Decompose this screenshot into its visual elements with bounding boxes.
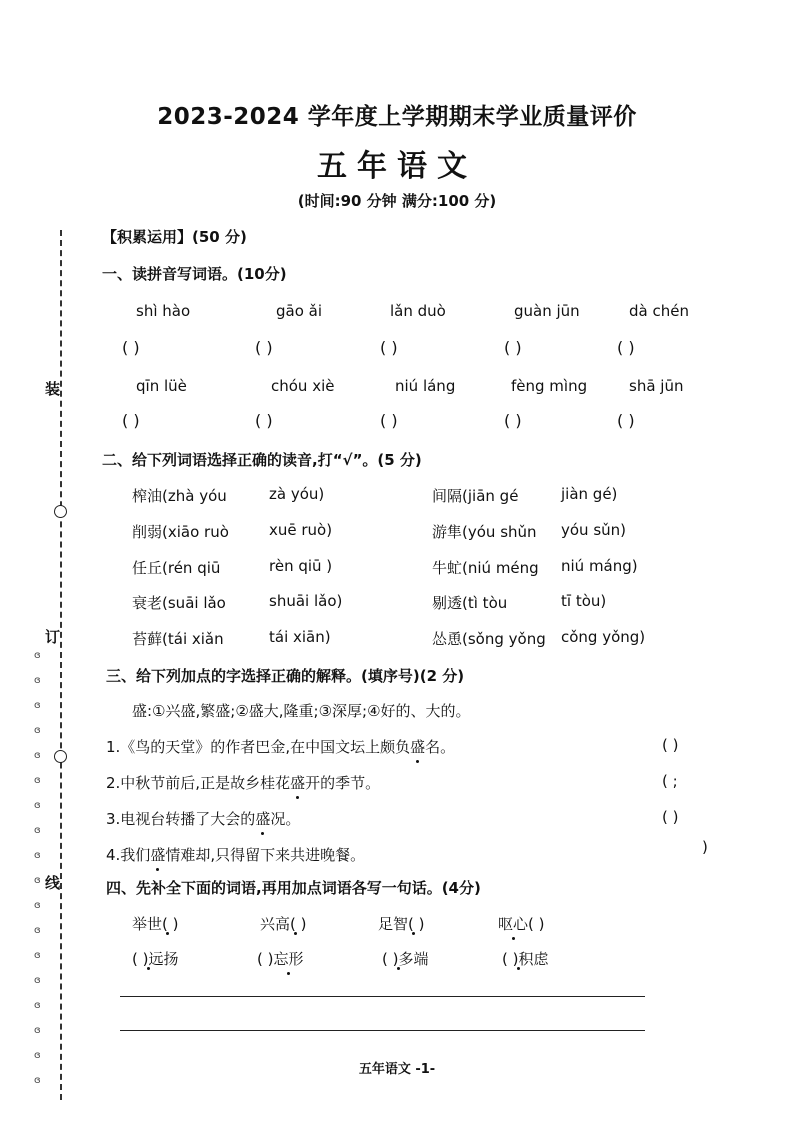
q2-option-a[interactable]: (rén qiū: [162, 559, 221, 577]
dotted-character: 盛: [255, 810, 271, 828]
q2-item: [132, 485, 227, 506]
q2-option-a[interactable]: (yóu shǔn: [462, 523, 537, 541]
q2-option-a[interactable]: (suāi lǎo: [162, 594, 226, 612]
q2-option-b[interactable]: tái xiān): [269, 628, 331, 646]
q4-idiom-text: 远扬: [148, 950, 179, 968]
q1-answer-blank[interactable]: ( ): [617, 338, 635, 357]
q4-idiom-text: ( ): [382, 950, 399, 968]
dotted-character: 呕心: [498, 915, 529, 933]
q3-answer-paren[interactable]: ( ;: [662, 772, 678, 790]
margin-mark: ɞ: [34, 1050, 41, 1061]
binding-char-xian: 线: [45, 870, 60, 895]
q1-pinyin: shì hào: [136, 302, 191, 320]
q4-idiom-text: 积虑: [518, 950, 549, 968]
q2-word: 削弱: [132, 523, 163, 541]
margin-mark: ɞ: [34, 925, 41, 936]
dotted-character: 盛: [150, 846, 166, 864]
dotted-character: 盛: [290, 774, 306, 792]
q3-sentence-text: 情难却,只得留下来共进晚餐。: [165, 846, 366, 864]
page-footer: 五年语文 -1-: [358, 1062, 436, 1077]
q2-heading: 二、给下列词语选择正确的读音,打“√”。(5 分): [102, 451, 422, 469]
q4-idiom-text: ): [413, 915, 425, 933]
q2-item: [132, 628, 224, 649]
margin-mark: ɞ: [34, 900, 41, 911]
q2-item: [432, 592, 507, 613]
q2-option-a[interactable]: (zhà yóu: [162, 487, 227, 505]
margin-mark: ɞ: [34, 775, 41, 786]
q2-option-a[interactable]: (tì tòu: [462, 594, 508, 612]
q2-item: [432, 628, 546, 649]
q1-heading: 一、读拼音写词语。(10分): [102, 265, 287, 283]
sentence-answer-line[interactable]: [120, 996, 645, 997]
q3-sentence-text: 1.《鸟的天堂》的作者巴金,在中国文坛上颇负: [106, 738, 411, 756]
q2-word: 苔藓: [132, 630, 163, 648]
margin-mark: ɞ: [34, 650, 41, 661]
q3-sentence-text: 3.电视台转播了大会的: [106, 810, 256, 828]
margin-mark: ɞ: [34, 725, 41, 736]
q2-option-b[interactable]: shuāi lǎo): [269, 592, 343, 610]
q2-option-b[interactable]: zà yóu): [269, 485, 325, 503]
dotted-character: 忘形: [273, 950, 304, 968]
margin-mark: ɞ: [34, 850, 41, 861]
q2-option-b[interactable]: yóu sǔn): [561, 521, 627, 539]
q2-item: [132, 521, 229, 542]
q1-answer-blank[interactable]: ( ): [255, 411, 273, 430]
q2-option-a[interactable]: (tái xiǎn: [162, 630, 224, 648]
q2-word: 剔透: [432, 594, 463, 612]
q4-idiom[interactable]: [498, 913, 545, 934]
q2-item: [132, 557, 220, 578]
margin-mark: ɞ: [34, 1000, 41, 1011]
q2-option-a[interactable]: (sǒng yǒng: [462, 630, 546, 648]
margin-mark: ɞ: [34, 875, 41, 886]
q4-idiom-text: ): [295, 915, 307, 933]
margin-mark: ɞ: [34, 800, 41, 811]
q4-heading: 四、先补全下面的词语,再用加点词语各写一句话。(4分): [106, 879, 481, 897]
binding-char-zhuang: 装: [45, 376, 60, 401]
q2-word: 榨油: [132, 487, 163, 505]
q2-word: 牛虻: [432, 559, 463, 577]
q3-answer-paren[interactable]: ( ): [662, 736, 679, 754]
q4-idiom[interactable]: [257, 948, 304, 969]
q2-item: [432, 557, 539, 578]
q3-definition: 盛:①兴盛,繁盛;②盛大,隆重;③深厚;④好的、大的。: [132, 702, 471, 720]
sentence-answer-line[interactable]: [120, 1030, 645, 1031]
q3-sentence: [106, 808, 300, 829]
q3-sentence: [106, 772, 380, 793]
q3-answer-paren[interactable]: ): [702, 838, 708, 856]
q2-option-a[interactable]: (xiāo ruò: [162, 523, 229, 541]
q4-idiom[interactable]: [502, 948, 549, 969]
margin-mark: ɞ: [34, 950, 41, 961]
q3-answer-paren[interactable]: ( ): [662, 808, 679, 826]
exam-title: 2023-2024 学年度上学期期末学业质量评价: [157, 104, 637, 130]
q4-idiom-text: 多端: [398, 950, 429, 968]
margin-mark: ɞ: [34, 700, 41, 711]
q1-answer-blank[interactable]: ( ): [504, 338, 522, 357]
q3-sentence: [106, 844, 365, 865]
q4-idiom-text: ( ): [502, 950, 519, 968]
q3-sentence-text: 2.中秋节前后,正是故乡桂花: [106, 774, 291, 792]
q2-word: 任丘: [132, 559, 163, 577]
q3-sentence-text: 况。: [270, 810, 301, 828]
binding-char-ding: 订: [45, 624, 60, 649]
margin-mark: ɞ: [34, 1075, 41, 1086]
q3-heading: 三、给下列加点的字选择正确的解释。(填序号)(2 分): [106, 667, 465, 685]
q3-sentence-text: 4.我们: [106, 846, 151, 864]
q2-option-b[interactable]: xuē ruò): [269, 521, 333, 539]
q4-idiom-text: 足智(: [378, 915, 414, 933]
q2-option-b[interactable]: cǒng yǒng): [561, 628, 646, 646]
q1-pinyin: dà chén: [629, 302, 689, 320]
q1-pinyin: niú láng: [395, 377, 456, 395]
q1-pinyin: chóu xiè: [271, 377, 335, 395]
q1-pinyin: gāo ǎi: [276, 302, 323, 320]
q2-word: 怂恿: [432, 630, 463, 648]
q2-word: 衰老: [132, 594, 163, 612]
q2-option-b[interactable]: tī tòu): [561, 592, 607, 610]
q2-item: [432, 521, 537, 542]
q1-pinyin: shā jūn: [629, 377, 684, 395]
margin-mark: ɞ: [34, 975, 41, 986]
q1-answer-blank[interactable]: ( ): [504, 411, 522, 430]
q2-item: [432, 485, 518, 506]
exam-time-score: (时间:90 分钟 满分:100 分): [297, 192, 497, 210]
q4-idiom-text: 举世(: [132, 915, 168, 933]
q1-answer-blank[interactable]: ( ): [617, 411, 635, 430]
margin-mark: ɞ: [34, 825, 41, 836]
q1-pinyin: guàn jūn: [514, 302, 580, 320]
q1-answer-blank[interactable]: ( ): [380, 411, 398, 430]
q2-option-a[interactable]: (jiān gé: [462, 487, 519, 505]
binding-hole-circle: [54, 505, 67, 518]
q1-answer-blank[interactable]: ( ): [122, 338, 140, 357]
q1-answer-blank[interactable]: ( ): [122, 411, 140, 430]
q4-idiom-text: ( ): [132, 950, 149, 968]
q4-idiom-text: ( ): [528, 915, 545, 933]
dotted-character: 盛: [410, 738, 426, 756]
q3-sentence-text: 开的季节。: [305, 774, 381, 792]
q4-idiom[interactable]: [132, 948, 179, 969]
q4-idiom-text: 兴高(: [260, 915, 296, 933]
q4-idiom[interactable]: [378, 913, 424, 934]
exam-subject: 五年语文: [317, 149, 477, 184]
q1-pinyin: fèng mìng: [511, 377, 588, 395]
q3-sentence-text: 名。: [425, 738, 456, 756]
part-heading: 【积累运用】(50 分): [102, 228, 247, 246]
q2-item: [132, 592, 226, 613]
margin-mark: ɞ: [34, 750, 41, 761]
margin-mark: ɞ: [34, 1025, 41, 1036]
q2-option-a[interactable]: (niú méng: [462, 559, 539, 577]
q2-option-b[interactable]: niú máng): [561, 557, 638, 575]
q3-sentence: [106, 736, 455, 757]
margin-mark: ɞ: [34, 675, 41, 686]
q4-idiom-text: ): [167, 915, 179, 933]
q2-word: 间隔: [432, 487, 463, 505]
q2-option-b[interactable]: rèn qiū ): [269, 557, 333, 575]
q1-pinyin: lǎn duò: [390, 302, 446, 320]
q4-idiom-text: ( ): [257, 950, 274, 968]
q4-idiom[interactable]: [382, 948, 429, 969]
q1-answer-blank[interactable]: ( ): [380, 338, 398, 357]
q4-idiom[interactable]: [260, 913, 306, 934]
q1-pinyin: qīn lüè: [136, 377, 187, 395]
q4-idiom[interactable]: [132, 913, 178, 934]
binding-hole-circle: [54, 750, 67, 763]
q1-answer-blank[interactable]: ( ): [255, 338, 273, 357]
q2-word: 游隼: [432, 523, 463, 541]
q2-option-b[interactable]: jiàn gé): [561, 485, 618, 503]
binding-dashed-line: [60, 230, 62, 1100]
